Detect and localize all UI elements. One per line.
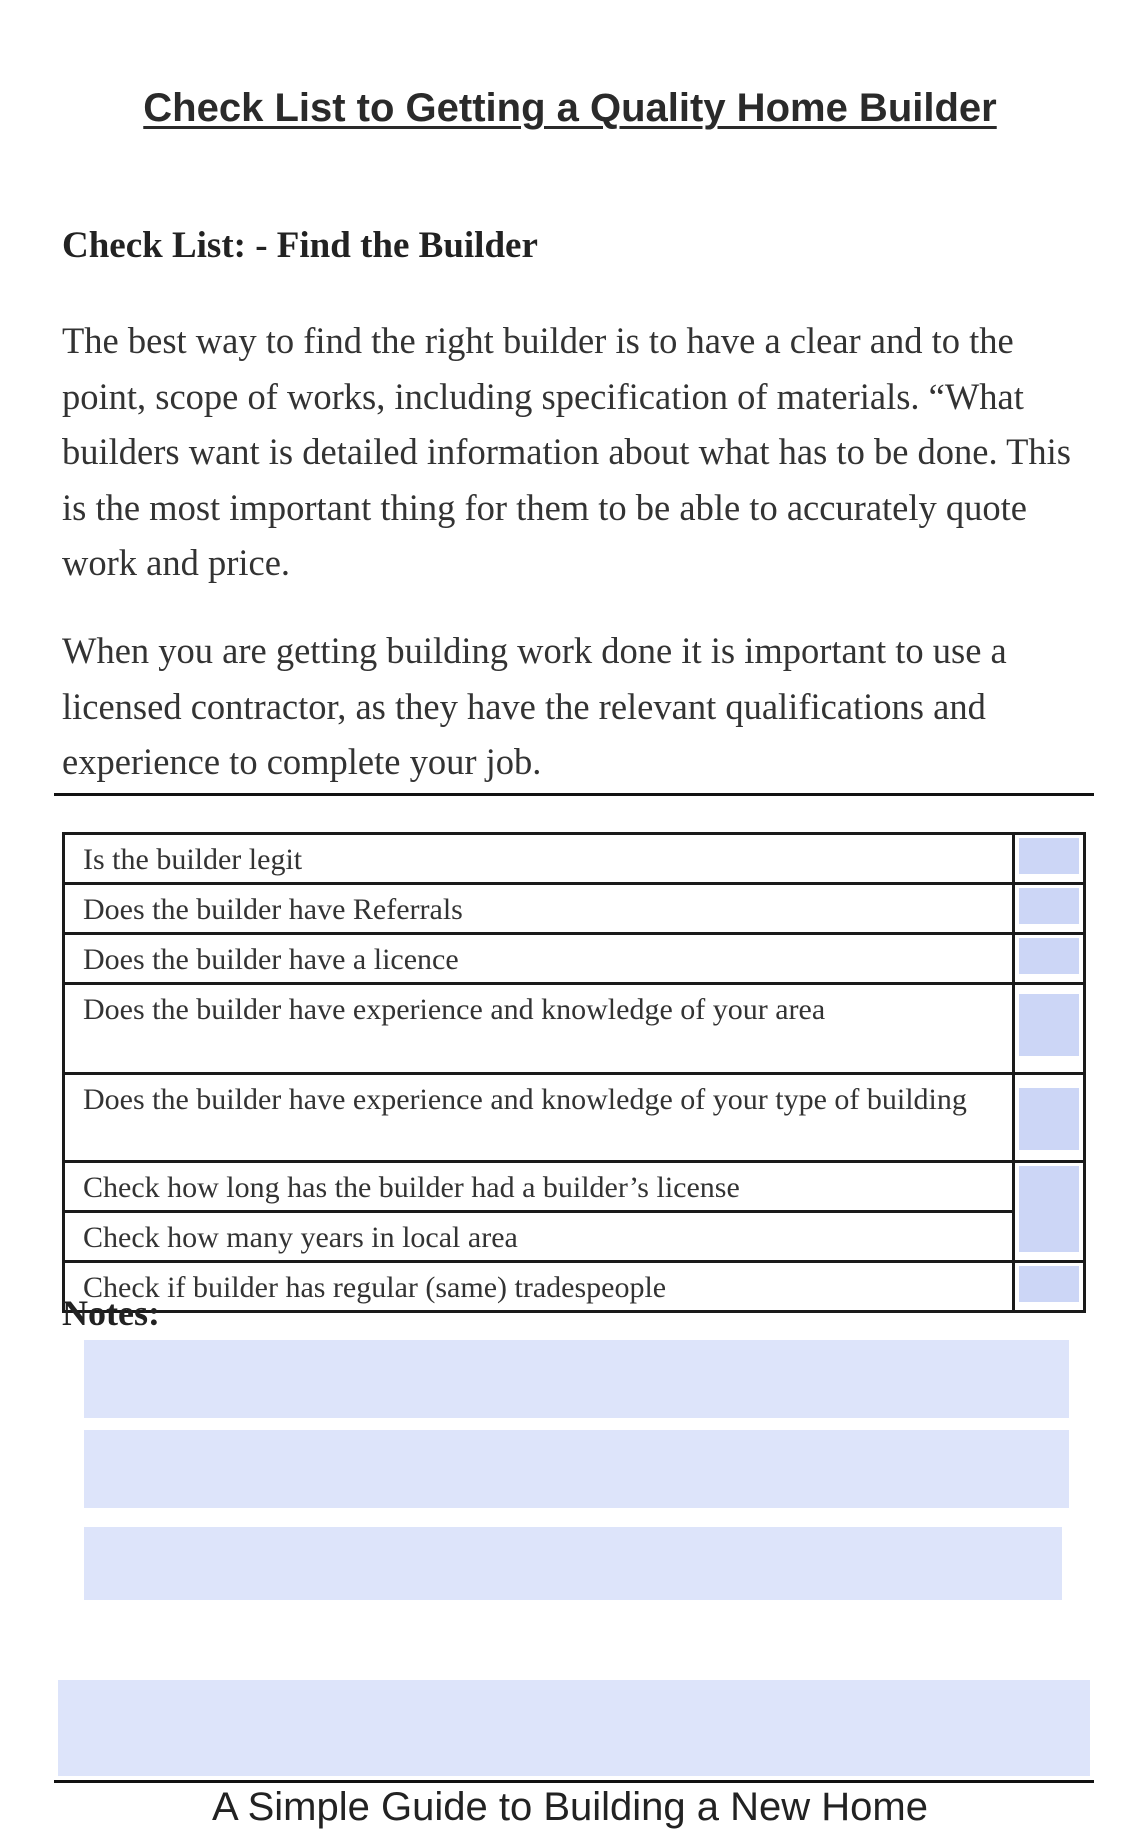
checklist-item-label: Does the builder have experience and knowledge of your area bbox=[64, 984, 1014, 1074]
footer-text: A Simple Guide to Building a New Home bbox=[212, 1785, 928, 1829]
checklist-row bbox=[64, 934, 1085, 984]
notes-field-2[interactable] bbox=[84, 1430, 1069, 1508]
notes-label: Notes: bbox=[62, 1293, 160, 1333]
checklist-item-label: Is the builder legit bbox=[64, 834, 1014, 884]
checklist-row bbox=[64, 984, 1085, 1074]
checklist-item-label: Does the builder have a licence bbox=[64, 934, 1014, 984]
document-title-text: Check List to Getting a Quality Home Builder bbox=[143, 86, 997, 130]
bottom-input-field[interactable] bbox=[58, 1680, 1090, 1776]
section-heading: Check List: - Find the Builder bbox=[62, 225, 538, 266]
checkbox-licence[interactable] bbox=[1019, 938, 1079, 974]
checklist-checkbox-cell[interactable] bbox=[1014, 1074, 1085, 1162]
notes-field-3[interactable] bbox=[84, 1527, 1062, 1600]
checklist-item-label: Does the builder have experience and knowledge of your type of building bbox=[64, 1074, 1014, 1162]
checklist-table bbox=[62, 832, 1086, 1313]
checklist-item-label: Check how many years in local area bbox=[64, 1212, 1014, 1262]
checkbox-referrals[interactable] bbox=[1019, 888, 1079, 924]
checklist-row bbox=[64, 1162, 1085, 1212]
checklist-item-label: Check how long has the builder had a builder’s license bbox=[64, 1162, 1014, 1212]
checklist-row bbox=[64, 884, 1085, 934]
checklist-row bbox=[64, 1262, 1085, 1312]
checklist-checkbox-cell[interactable] bbox=[1014, 1262, 1085, 1312]
checkbox-experience-building-type[interactable] bbox=[1019, 1088, 1079, 1150]
licensing-paragraph: When you are getting building work done it is important to use a licensed contractor, as they have the relevant qualifications and experience to complete your job. bbox=[62, 630, 1007, 782]
checklist-checkbox-cell[interactable] bbox=[1014, 884, 1085, 934]
footer-rule bbox=[54, 1780, 1094, 1783]
checklist-row bbox=[64, 834, 1085, 884]
notes-field-1[interactable] bbox=[84, 1340, 1069, 1418]
checklist-row bbox=[64, 1074, 1085, 1162]
checkbox-license-duration[interactable] bbox=[1019, 1166, 1079, 1252]
checklist-checkbox-cell[interactable] bbox=[1014, 934, 1085, 984]
checkbox-regular-tradespeople[interactable] bbox=[1019, 1266, 1079, 1302]
divider-rule bbox=[54, 793, 1094, 796]
checklist-row bbox=[64, 1212, 1085, 1262]
checklist-item-label: Check if builder has regular (same) tradespeople bbox=[64, 1262, 1014, 1312]
checklist-checkbox-cell[interactable] bbox=[1014, 1162, 1085, 1262]
checklist-checkbox-cell[interactable] bbox=[1014, 984, 1085, 1074]
checklist-item-label: Does the builder have Referrals bbox=[64, 884, 1014, 934]
checkbox-legit[interactable] bbox=[1019, 838, 1079, 874]
checklist-checkbox-cell[interactable] bbox=[1014, 834, 1085, 884]
checkbox-experience-area[interactable] bbox=[1019, 994, 1079, 1056]
intro-paragraph: The best way to find the right builder is to have a clear and to the point, scope of works, including specification of materials. “What builders want is detailed information about what has to be done. This is the most important thing for them to be able to accurately quote work and price. bbox=[62, 320, 1071, 583]
document-title bbox=[0, 86, 1140, 131]
